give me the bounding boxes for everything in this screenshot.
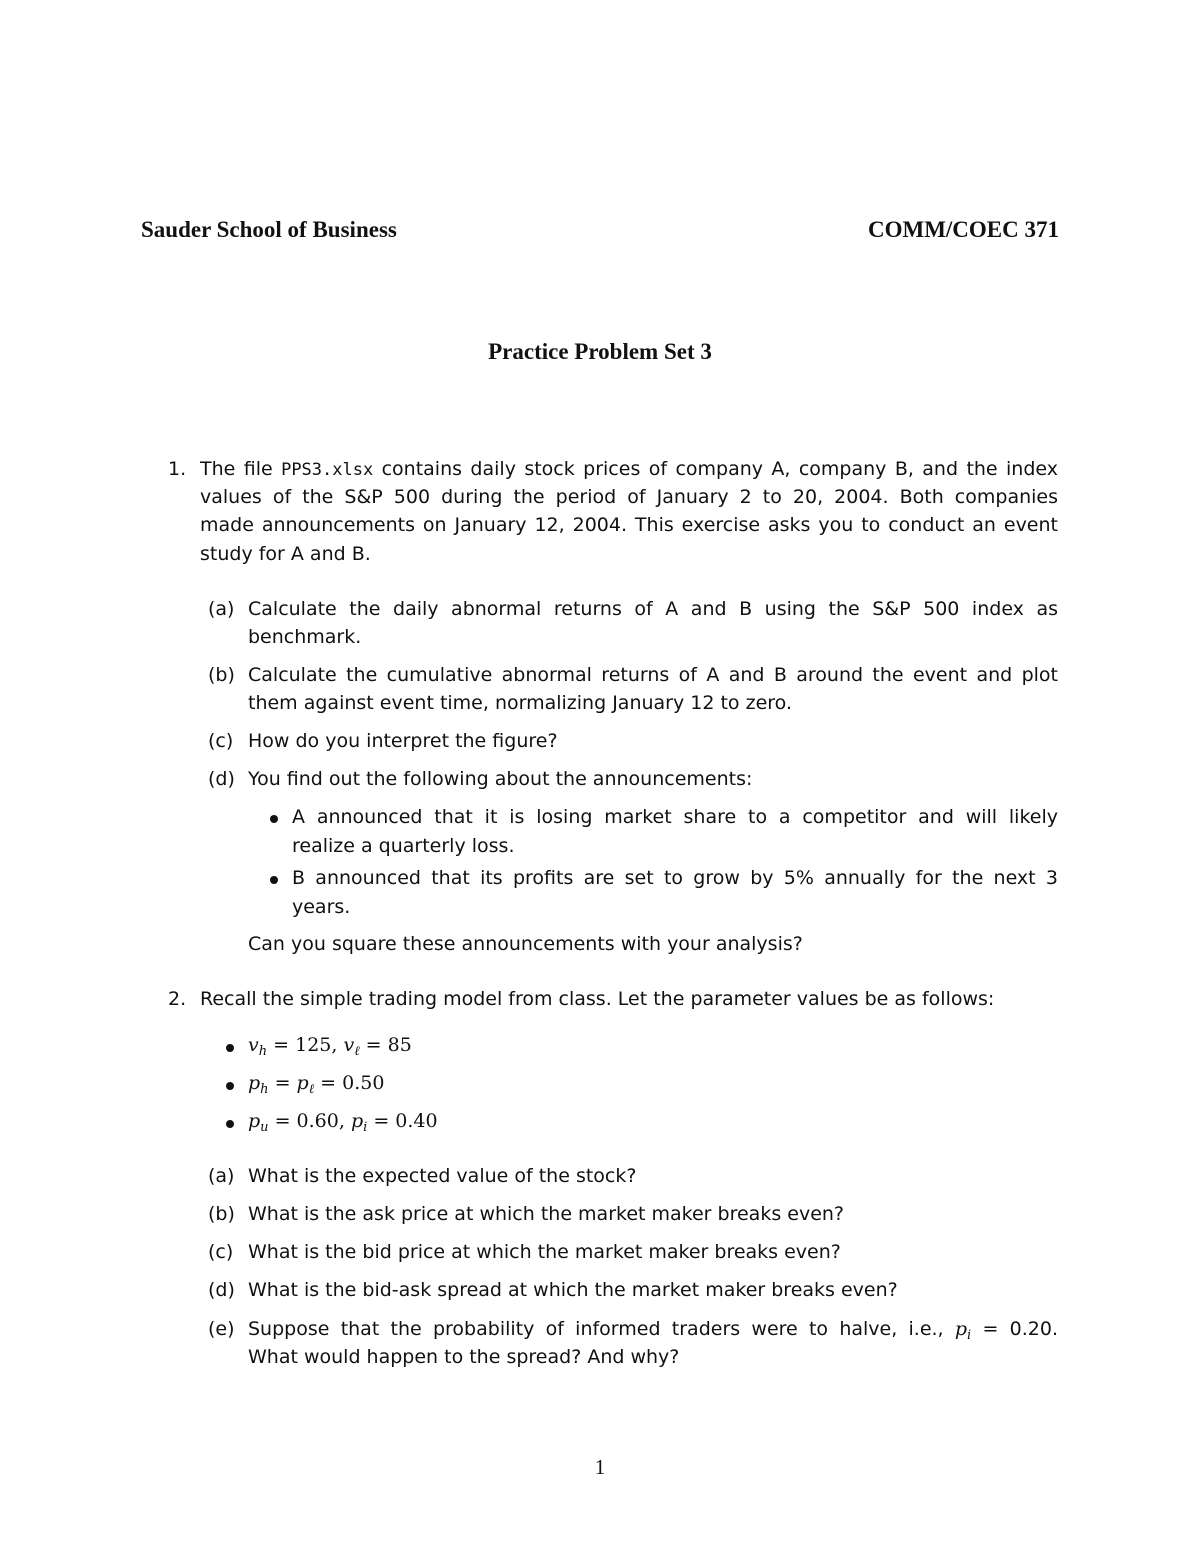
question-2-intro: Recall the simple trading model from class. Let the parameter values be as follows: [200, 988, 995, 1010]
param-vl: 85 [387, 1034, 412, 1056]
question-1d-label: (d) [208, 768, 235, 790]
param-pu: 0.60 [296, 1110, 339, 1132]
bullet-icon [270, 815, 278, 823]
question-1-intro-line-1 [200, 455, 1058, 485]
question-1d-line-1: You find out the following about the announcements: [248, 768, 753, 790]
question-2d-label: (d) [208, 1279, 235, 1301]
param-ph-pl: 0.50 [342, 1072, 385, 1094]
question-1a-line-1: Calculate the daily abnormal returns of A and B using the S&P 500 index as [248, 598, 1058, 620]
bullet-icon [226, 1044, 234, 1052]
param-probabilities: $p_h = p_\ell = 0.50$ [248, 1072, 385, 1097]
question-2d-line-1: What is the bid-ask spread at which the market maker breaks even? [248, 1279, 898, 1301]
question-1-number: 1. [168, 458, 187, 480]
question-1c-line-1: How do you interpret the figure? [248, 730, 558, 752]
header-school: Sauder School of Business [141, 217, 397, 242]
question-1b-line-2: them against event time, normalizing January 12 to zero. [248, 692, 792, 714]
question-1b-line-1: Calculate the cumulative abnormal returns of A and B around the event and plot [248, 664, 1058, 686]
header-course: COMM/COEC 371 [867, 217, 1059, 242]
param-trader-probabilities: $p_u = 0.60$, $p_i = 0.40$ [248, 1110, 438, 1135]
bullet-icon [270, 876, 278, 884]
question-1-intro-line-2: values of the S&P 500 during the period of January 2 to 20, 2004. Both companies [200, 486, 1058, 508]
param-pi: 0.40 [395, 1110, 438, 1132]
page-title: Practice Problem Set 3 [488, 339, 712, 364]
question-2-number: 2. [168, 988, 187, 1010]
question-2e-pi-value: 0.20. [1009, 1318, 1058, 1340]
question-2a-line-1: What is the expected value of the stock? [248, 1165, 637, 1187]
param-values: $v_h = 125$, $v_\ell = 85$ [248, 1034, 412, 1059]
question-1b-label: (b) [208, 664, 235, 686]
question-2e-line-1: Suppose that the probability of informed traders were to halve, i.e., $p_i = 0.20$. [248, 1318, 1058, 1343]
question-2e-text: Suppose that the probability of informed traders were to halve, i.e., [248, 1318, 955, 1340]
question-1d-closing: Can you square these announcements with your analysis? [248, 933, 803, 955]
bullet-icon [226, 1082, 234, 1090]
question-1a-line-2: benchmark. [248, 626, 362, 648]
question-2c-line-1: What is the bid price at which the market maker breaks even? [248, 1241, 841, 1263]
question-1a-label: (a) [208, 598, 235, 620]
param-vh: 125 [295, 1034, 332, 1056]
intro-text-a: The file [200, 458, 282, 480]
page-number: 1 [594, 1455, 606, 1479]
question-1d-bullet-1-line-1: A announced that it is losing market share to a competitor and will likely [292, 806, 1058, 828]
intro-text-b: contains daily stock prices of company A, company B, and the index [373, 458, 1058, 480]
question-2e-line-2: What would happen to the spread? And why? [248, 1346, 680, 1368]
question-1d-bullet-2-line-1: B announced that its profits are set to grow by 5% annually for the next 3 [292, 867, 1058, 889]
question-1-intro-line-4: study for A and B. [200, 543, 371, 565]
question-2b-line-1: What is the ask price at which the market maker breaks even? [248, 1203, 845, 1225]
question-1c-label: (c) [208, 730, 234, 752]
question-2a-label: (a) [208, 1165, 235, 1187]
question-1d-bullet-1-line-2: realize a quarterly loss. [292, 835, 515, 857]
question-2b-label: (b) [208, 1203, 235, 1225]
question-1d-bullet-2-line-2: years. [292, 896, 351, 918]
question-1-intro-line-3: made announcements on January 12, 2004. This exercise asks you to conduct an event [200, 514, 1058, 536]
file-name: PPS3.xlsx [281, 460, 374, 480]
question-2e-label: (e) [208, 1318, 235, 1340]
question-2c-label: (c) [208, 1241, 234, 1263]
bullet-icon [226, 1120, 234, 1128]
